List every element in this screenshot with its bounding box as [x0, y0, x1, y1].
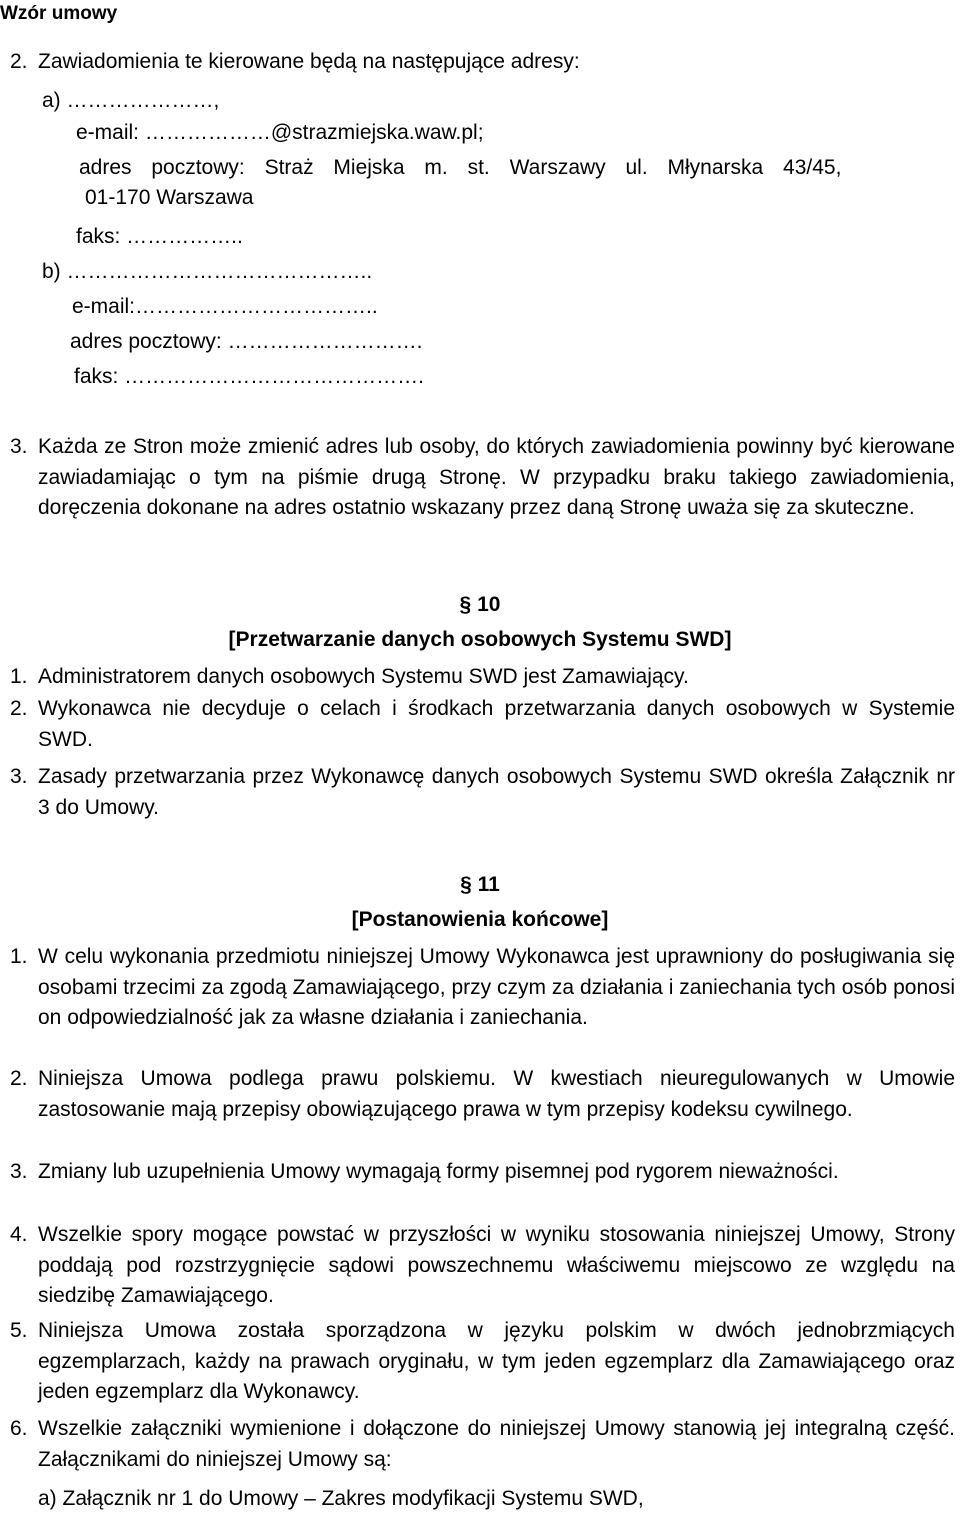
item-text: Wszelkie załączniki wymienione i dołączone do niniejszej Umowy stanowią jej integralną część. Załącznikami do niniejszej Umowy są:: [38, 1417, 955, 1471]
item-number: 6.: [10, 1417, 28, 1440]
item-text: Każda ze Stron może zmienić adres lub osoby, do których zawiadomienia powinny być kierowane zawiadamiając o tym na piśmie drugą Stronę. W przypadku braku takiego zawiadomienia, doręczenia dokonane na adres ostatnio wskazany przez daną Stronę uważa się za skuteczne.: [38, 435, 955, 519]
section-number: 10: [477, 593, 501, 616]
section-heading: [0, 590, 960, 620]
item-text: Niniejsza Umowa podlega prawu polskiemu. W kwestiach nieuregulowanych w Umowie zastosowanie mają przepisy obowiązującego prawa w tym przepisy kodeksu cywilnego.: [38, 1067, 955, 1121]
item-text: Wykonawca nie decyduje o celach i środkach przetwarzania danych osobowych w Systemie SWD.: [38, 697, 955, 751]
item-text: Zawiadomienia te kierowane będą na następujące adresy:: [38, 50, 580, 73]
item-number: 2.: [10, 50, 28, 73]
address-a-fax: faks: ……………..: [76, 225, 243, 248]
address-a-email: e-mail: ………………@strazmiejska.waw.pl;: [76, 121, 484, 144]
item-number: 3.: [10, 765, 28, 788]
item-number: 2.: [10, 697, 28, 720]
item-number: 2.: [10, 1067, 28, 1090]
address-b-email: e-mail:……………………………..: [72, 295, 378, 318]
item-text: Wszelkie spory mogące powstać w przyszłości w wyniku stosowania niniejszej Umowy, Strony poddają pod rozstrzygnięcie sądowi powszechnemu właściwemu miejscowo ze względu na siedzibę Zamawiającego.: [38, 1223, 955, 1307]
address-a-post: adres pocztowy: Straż Miejska m. st. Warszawy ul. Młynarska 43/45,: [79, 156, 842, 179]
item-text: Zasady przetwarzania przez Wykonawcę danych osobowych Systemu SWD określa Załącznik nr 3 do Umowy.: [38, 765, 955, 819]
item-number: 5.: [10, 1319, 28, 1342]
address-b-label: b) ……………………………………..: [42, 260, 373, 283]
item-text: Niniejsza Umowa została sporządzona w języku polskim w dwóch jednobrzmiących egzemplarzach, każdy na prawach oryginału, w tym jeden egzemplarz dla Zamawiającego oraz jeden egzemplarz dla Wykonawcy.: [38, 1319, 955, 1403]
attachment-item: a) Załącznik nr 1 do Umowy – Zakres modyfikacji Systemu SWD,: [38, 1487, 644, 1510]
item-number: 1.: [10, 945, 28, 968]
address-a-post-city: 01-170 Warszawa: [85, 186, 254, 209]
section-number: 11: [477, 873, 500, 896]
section-sign: §: [459, 593, 472, 616]
address-b-post: adres pocztowy: ……………………….: [70, 330, 423, 353]
item-number: 3.: [10, 1160, 28, 1183]
item-number: 1.: [10, 665, 28, 688]
document-header: Wzór umowy: [0, 3, 118, 24]
section-heading: [0, 870, 960, 900]
section-title: [Postanowienia końcowe]: [351, 908, 609, 931]
address-a-label: a) …………………,: [42, 89, 220, 112]
item-number: 3.: [10, 435, 28, 458]
section-sign: §: [460, 873, 472, 896]
address-b-fax: faks: …………………………………….: [74, 365, 425, 388]
item-text: W celu wykonania przedmiotu niniejszej Umowy Wykonawca jest uprawniony do posługiwania się osobami trzecimi za zgodą Zamawiającego, przy czym za działania i zaniechania tych osób ponosi on odpowiedzialność jak za własne działania i zaniechania.: [38, 945, 955, 1029]
item-number: 4.: [10, 1223, 28, 1246]
section-title: [Przetwarzanie danych osobowych Systemu SWD]: [228, 628, 732, 651]
item-text: Zmiany lub uzupełnienia Umowy wymagają formy pisemnej pod rygorem nieważności.: [38, 1160, 839, 1183]
item-text: Administratorem danych osobowych Systemu SWD jest Zamawiający.: [38, 665, 689, 688]
